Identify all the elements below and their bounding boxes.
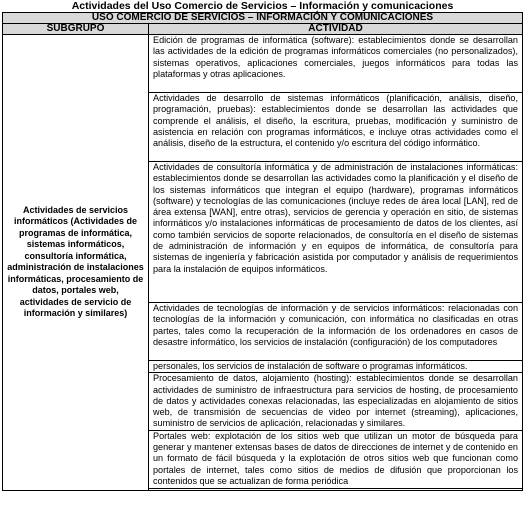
activity-cell bbox=[149, 93, 523, 162]
activity-cell bbox=[149, 430, 523, 488]
activity-cell bbox=[149, 361, 523, 373]
activity-cell bbox=[149, 303, 523, 361]
activities-table bbox=[2, 12, 523, 491]
activity-text: Actividades de consultoría informática y de administración de instalaciones informáticas: establecimientos donde se desarrollan las actividades como la planificación y el diseño de los sistemas informáticos que integran el equipo (hardware), programas informáticos (software) y tecnologías de las comunicaciones (incluye redes de área local [LAN], red de área extensa [WAN], entre otras), servicios de gerencia y operación en sitio, de sistemas informáticos y/o instalaciones informáticas de procesamiento de datos de los clientes, así como también servicios de soporte relacionados, de consultoría en el diseño de sistemas de administración de información y en equipos de informática, de consultoría para sistemas de ingeniería y fabricación asistida por computador y análisis de requerimientos para la instalación de equipos informáticos. bbox=[153, 162, 518, 274]
section-header: USO COMERCIO DE SERVICIOS – INFORMACIÓN Y COMUNICACIONES bbox=[3, 13, 523, 24]
subgroup-cell: Actividades de servicios informáticos (Actividades de programas de informática, sistemas informáticos, consultoría informática, administración de instalaciones informáticas, procesamiento de datos, portales web, actividades de servicio de información y similares) bbox=[3, 35, 149, 491]
activity-text: personales, los servicios de instalación de software o programas informáticos. bbox=[153, 361, 468, 371]
activity-cell-clipped bbox=[149, 488, 523, 490]
column-header-row bbox=[3, 24, 523, 35]
activity-cell bbox=[149, 162, 523, 303]
page-title: Actividades del Uso Comercio de Servicios – Información y comunicaciones bbox=[71, 0, 454, 12]
activity-text: Edición de programas de informática (software): establecimientos donde se desarrollan las actividades de la edición de programas informáticos comerciales (no personalizados), sistemas operativos, aplicaciones comerciales, juegos informáticos para todas las plataformas y otras aplicaciones. bbox=[153, 35, 518, 79]
column-header-actividad: ACTIVIDAD bbox=[149, 24, 523, 35]
activity-cell bbox=[149, 35, 523, 93]
table-row bbox=[3, 35, 523, 93]
activity-text: Actividades de desarrollo de sistemas informáticos (planificación, análisis, diseño, programación, pruebas): establecimientos donde se desarrollan las actividades que comprende el análisis, el diseño, la escritura, pruebas, modificación y suministro de asistencia en relación con programas informáticos, e incluye otras actividades como el análisis, diseño de la estructura, el contenido y/o escritura del código informático. bbox=[153, 93, 518, 149]
activity-cell bbox=[149, 373, 523, 430]
activity-text: Procesamiento de datos, alojamiento (hosting): establecimientos donde se desarrollan actividades de suministro de infraestructura para servicios de hosting, de procesamiento de datos y actividades conexas relacionadas, las especializadas en alojamiento de sitios web, de transmisión de secuencias de video por internet (streaming), aplicaciones, suministro de servicios de aplicación, relacionadas y similares. bbox=[153, 373, 518, 429]
section-header-row bbox=[3, 13, 523, 24]
activity-text: Portales web: explotación de los sitios web que utilizan un motor de búsqueda para generar y mantener extensas bases de datos de direcciones de internet y de contenido en un formato de fácil búsqueda y la explotación de otros sitios web que funcionan como portales de internet, tales como sitios de medios de difusión que proporcionan los contenidos que se actualizan de forma periódica bbox=[153, 430, 518, 486]
column-header-subgrupo: SUBGRUPO bbox=[3, 24, 149, 35]
activity-text: Actividades de tecnologías de información y de servicios informáticos: relacionadas con tecnologías de la información y comunicación, con informática no clasificadas en otras partes, tales como la recuperación de la información de los ordenadores en casos de desastre informático, los servicios de instalación (configuración) de los computadores bbox=[153, 303, 518, 347]
